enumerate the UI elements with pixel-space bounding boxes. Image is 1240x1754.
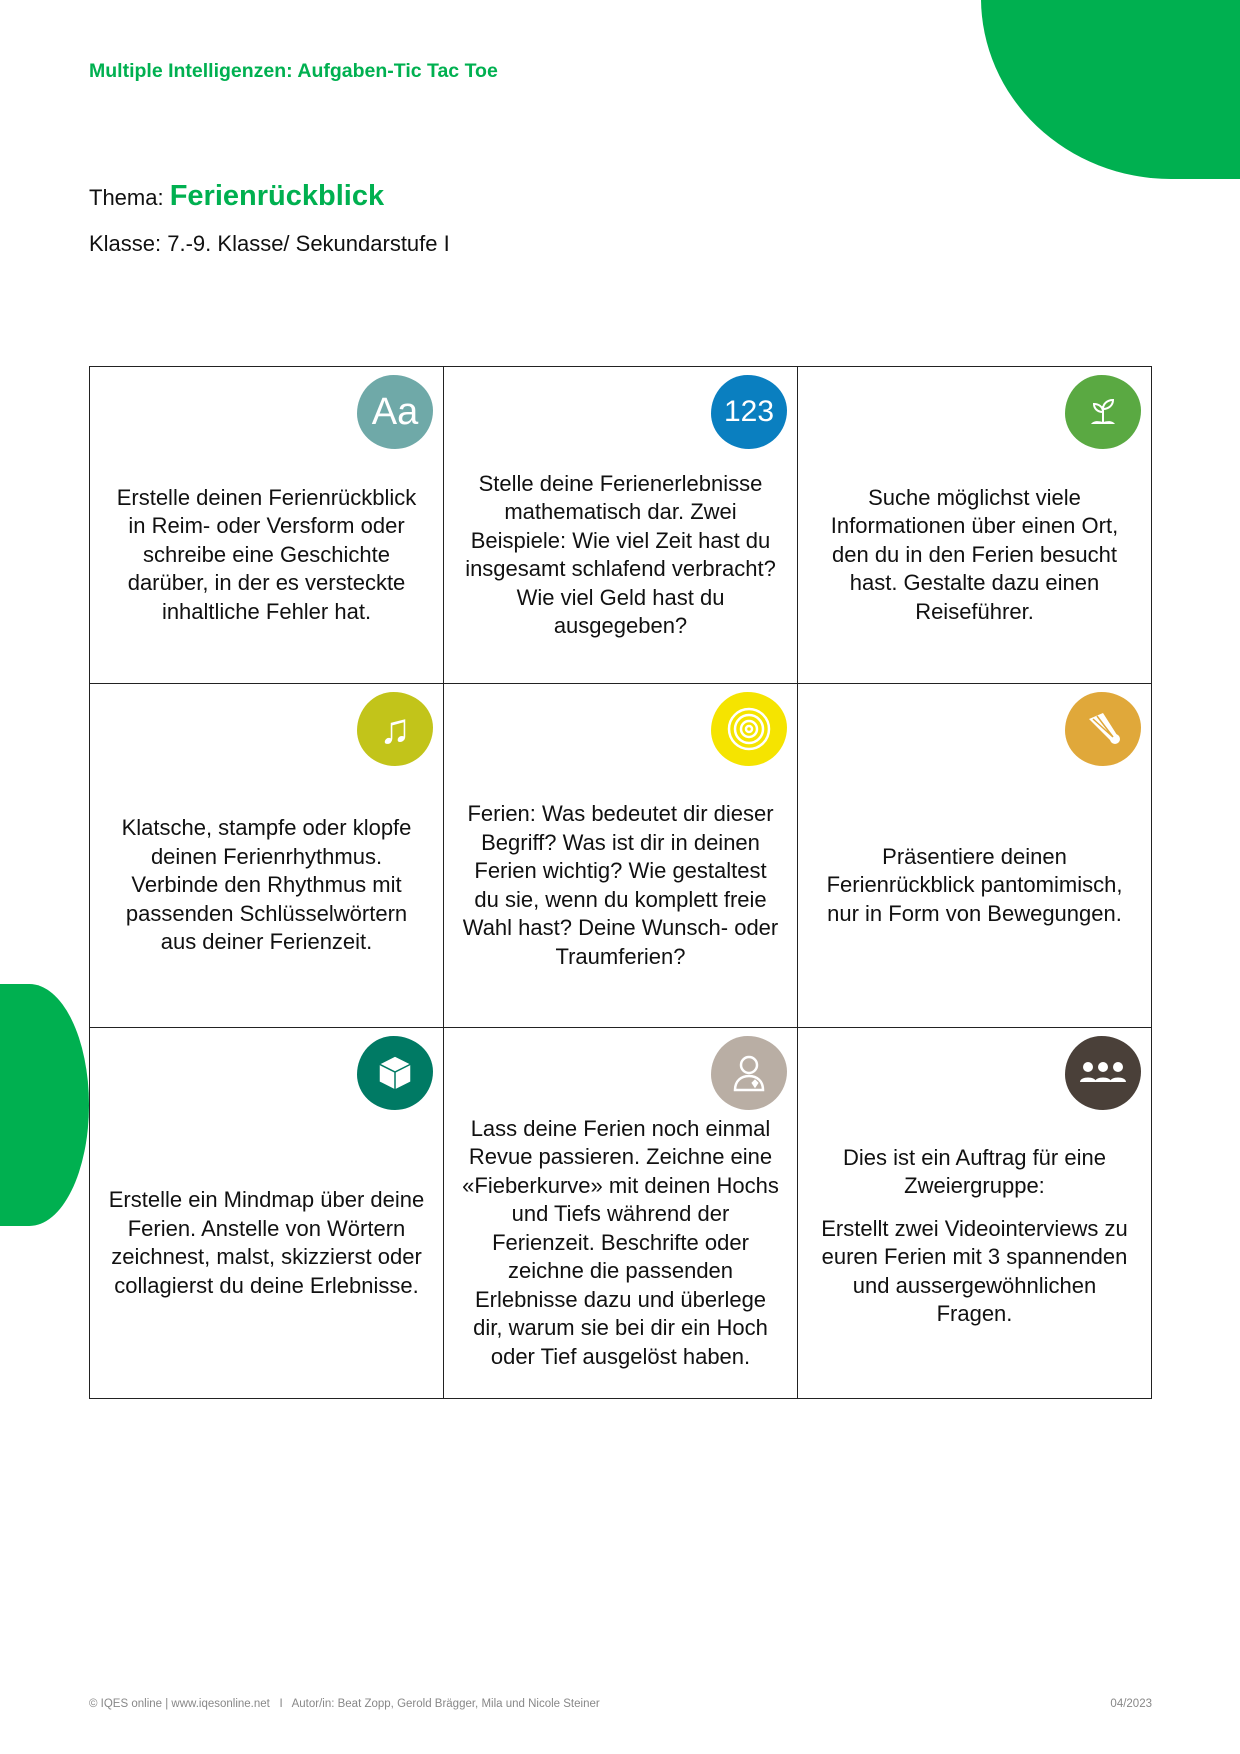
task-text: Klatsche, stampfe oder klopfe deinen Ferienrhythmus. Verbinde den Rhythmus mit passenden Schlüsselwörtern aus deiner Ferienzeit. (121, 815, 412, 955)
grade-line: Klasse: 7.-9. Klasse/ Sekundarstufe I (89, 231, 450, 256)
task-cell (798, 684, 1152, 1028)
task-text (816, 1144, 1133, 1329)
topic-value: Ferienrückblick (169, 180, 385, 212)
plant-icon (1065, 375, 1141, 449)
task-cell (444, 367, 798, 684)
task-cell (444, 1028, 798, 1399)
cube-icon (357, 1036, 433, 1110)
numbers-123-icon: 123 (711, 375, 787, 449)
footer-date: 04/2023 (1110, 1698, 1152, 1710)
decorative-blob-top-right (981, 0, 1240, 179)
tic-tac-toe-grid (89, 366, 1152, 1399)
music-note-icon: ♫ (357, 692, 433, 766)
task-cell (798, 367, 1152, 684)
decorative-blob-left (0, 984, 89, 1226)
task-text-main: Erstellt zwei Videointerviews zu euren Ferien mit 3 spannenden und aussergewöhnlichen Fragen. (821, 1215, 1128, 1326)
letters-aa-icon: Aa (357, 375, 433, 449)
task-text: Erstelle deinen Ferienrückblick in Reim- oder Versform oder schreibe eine Geschichte darüber, in der es versteckte inhaltliche Fehler hat. (116, 484, 417, 624)
task-text: Lass deine Ferien noch einmal Revue passieren. Zeichne eine «Fieberkurve» mit deinen Hochs und Tiefs während der Ferienzeit. Beschrifte oder zeichne die passenden Erlebnisse dazu und überlege dir, warum sie bei dir ein Hoch oder Tief ausgelöst haben. (462, 1115, 779, 1369)
target-icon (711, 692, 787, 766)
task-text-intro: Dies ist ein Auftrag für eine Zweiergruppe: (843, 1144, 1106, 1198)
task-cell (798, 1028, 1152, 1399)
topic-line (89, 180, 384, 213)
task-text: Stelle deine Ferienerlebnisse mathematisch dar. Zwei Beispiele: Wie viel Zeit hast du insgesamt schlafend verbracht? Wie viel Geld hast du ausgegeben? (465, 470, 776, 638)
series-title: Multiple Intelligenzen: Aufgaben-Tic Tac Toe (89, 60, 498, 82)
task-cell (90, 367, 444, 684)
task-text: Suche möglichst viele Informationen über einen Ort, den du in den Ferien besucht hast. Gestalte dazu einen Reiseführer. (830, 484, 1119, 624)
shuttlecock-icon (1065, 692, 1141, 766)
task-cell (90, 684, 444, 1028)
task-cell (444, 684, 798, 1028)
task-text: Ferien: Was bedeutet dir dieser Begriff? Was ist dir in deinen Ferien wichtig? Wie gestaltest du sie, wenn du komplett freie Wahl hast? Deine Wunsch- oder Traumferien? (462, 801, 779, 969)
task-text: Präsentiere deinen Ferienrückblick pantomimisch, nur in Form von Bewegungen. (826, 843, 1123, 926)
topic-label: Thema: (89, 185, 164, 210)
group-icon (1065, 1036, 1141, 1110)
task-text: Erstelle ein Mindmap über deine Ferien. Anstelle von Wörtern zeichnest, malst, skizzierst oder collagierst du deine Erlebnisse. (108, 1187, 425, 1298)
person-heart-icon (711, 1036, 787, 1110)
task-cell (90, 1028, 444, 1399)
footer-copyright: © IQES online | www.iqesonline.net I Autor/in: Beat Zopp, Gerold Brägger, Mila und Nicole Steiner (89, 1698, 600, 1710)
